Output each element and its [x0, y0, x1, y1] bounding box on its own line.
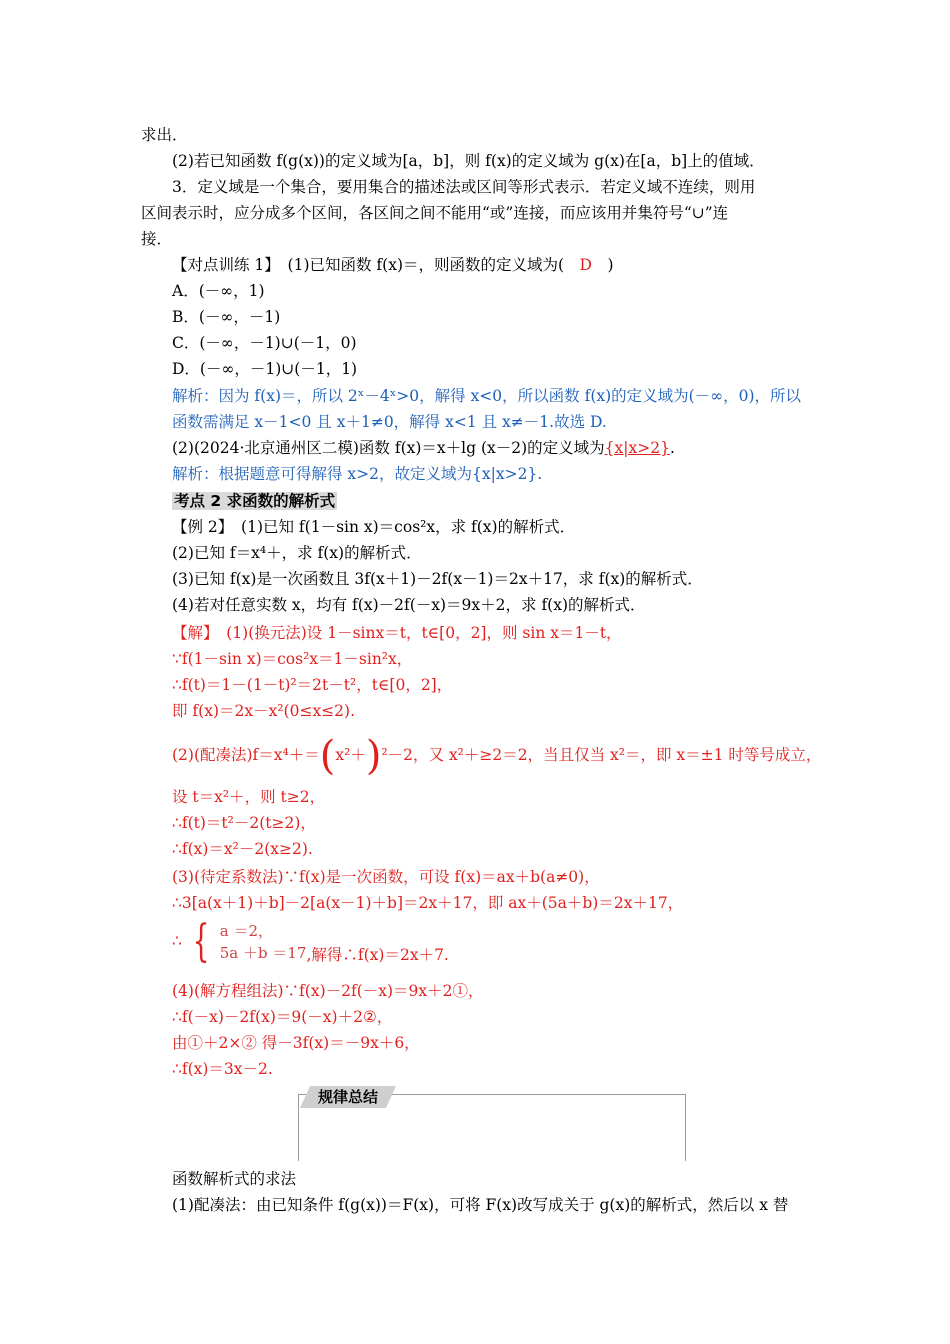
solution-line: ∴f(t)＝1－(1－t)²＝2t－t²，t∈[0，2]，	[172, 676, 453, 694]
option-b: B．(－∞，－1)	[172, 308, 281, 326]
section-heading	[172, 490, 812, 512]
answer-choice: D	[579, 256, 592, 274]
summary-box-title: 规律总结	[310, 1086, 386, 1108]
exercise-question: 【对点训练 1】 (1)已知函数 f(x)＝，则函数的定义域为(	[172, 256, 580, 274]
solution-line: ∴f(t)＝t²－2(t≥2)，	[172, 814, 316, 832]
question-2-text: (2)(2024·北京通州区二模)函数 f(x)＝x＋lg (x－2)的定义域为	[172, 439, 605, 457]
solution-line: (3)(待定系数法)∵f(x)是一次函数，可设 f(x)＝ax＋b(a≠0)，	[172, 868, 600, 886]
equation-1: a ＝2，	[219, 922, 274, 940]
option-c: C．(－∞，－1)∪(－1，0)	[172, 334, 357, 352]
solution-line-paren	[172, 733, 822, 780]
right-paren: )	[365, 733, 382, 779]
question-2	[172, 437, 812, 459]
example-line: (3)已知 f(x)是一次函数且 3f(x＋1)－2f(x－1)＝2x＋17，求 f(x)的解析式．	[172, 570, 703, 588]
equation-2: 5a ＋b ＝17	[219, 944, 307, 962]
left-paren: (	[319, 733, 336, 779]
solution-text-end: ²－2，又 x²＋≥2＝2，当且仅当 x²＝，即 x＝±1 时等号成立，	[381, 746, 822, 764]
summary-heading: 函数解析式的求法	[172, 1170, 297, 1188]
section-title: 考点 2 求函数的解析式	[174, 492, 336, 510]
summary-line: (1)配凑法：由已知条件 f(g(x))＝F(x)，可将 F(x)改写成关于 g(x)的解析式，然后以 x 替	[172, 1196, 789, 1214]
solution-line: 设 t＝x²＋，则 t≥2，	[172, 788, 326, 806]
solution-line: 即 f(x)＝2x－x²(0≤x≤2).	[172, 702, 356, 720]
example-line: (2)已知 f＝x⁴＋，求 f(x)的解析式．	[172, 544, 422, 562]
solution-line: ∴f(x)＝3x－2.	[172, 1060, 273, 1078]
text-line: 区间表示时，应分成多个区间，各区间之间不能用“或”连接，而应该用并集符号“∪”连	[141, 204, 729, 222]
text-line: 求出．	[141, 126, 188, 144]
example-line: (4)若对任意实数 x，均有 f(x)－2f(－x)＝9x＋2，求 f(x)的解析式．	[172, 596, 646, 614]
analysis-line: 解析：因为 f(x)＝，所以 2ˣ－4ˣ>0，解得 x<0，所以函数 f(x)的定义域为(－∞，0)，所以	[172, 387, 802, 405]
example-line: 【例 2】 (1)已知 f(1－sin x)＝cos²x，求 f(x)的解析式．	[172, 518, 576, 536]
text-line: (2)若已知函数 f(g(x))的定义域为[a，b]，则 f(x)的定义域为 g(x)在[a，b]上的值域．	[172, 152, 765, 170]
solution-line: ∴3[a(x＋1)＋b]－2[a(x－1)＋b]＝2x＋17，即 ax＋(5a＋b)＝2x＋17，	[172, 894, 684, 912]
solution-line: ∴f(x)＝x²－2(x≥2).	[172, 840, 313, 858]
solution-line: 【解】 (1)(换元法)设 1－sinx＝t，t∈[0，2]，则 sin x＝1－t，	[172, 624, 622, 642]
analysis-line: 函数需满足 x－1<0 且 x＋1≠0，解得 x<1 且 x≠－1.故选 D.	[172, 413, 607, 431]
equation-system-line	[172, 916, 812, 970]
exercise-heading	[172, 254, 812, 276]
exercise-question-end: )	[591, 256, 614, 274]
therefore-symbol: ∴	[172, 932, 182, 950]
solution-line: ∵f(1－sin x)＝cos²x＝1－sin²x，	[172, 650, 413, 668]
analysis-line: 解析：根据题意可得解得 x>2，故定义域为{x|x>2}.	[172, 465, 543, 483]
text-line: 3．定义域是一个集合，要用集合的描述法或区间等形式表示．若定义域不连续，则用	[172, 178, 756, 196]
paren-inner: x²＋	[335, 746, 366, 764]
option-a: A．(－∞，1)	[172, 282, 265, 300]
option-d: D．(－∞，－1)∪(－1，1)	[172, 360, 358, 378]
solution-line: ∴f(－x)－2f(x)＝9(－x)＋2②，	[172, 1008, 393, 1026]
solution-line: 由①＋2×② 得－3f(x)＝－9x＋6，	[172, 1034, 420, 1052]
answer-blank: {x|x>2}	[604, 439, 670, 457]
left-brace: {	[192, 916, 210, 967]
equation-system	[220, 920, 307, 964]
equation-result: ,解得∴f(x)＝2x＋7.	[306, 946, 449, 964]
solution-text: (2)(配凑法)f＝x⁴＋＝	[172, 746, 320, 764]
question-2-end: .	[669, 439, 675, 457]
solution-line: (4)(解方程组法)∵f(x)－2f(－x)＝9x＋2①，	[172, 982, 484, 1000]
text-line: 接．	[141, 230, 173, 248]
